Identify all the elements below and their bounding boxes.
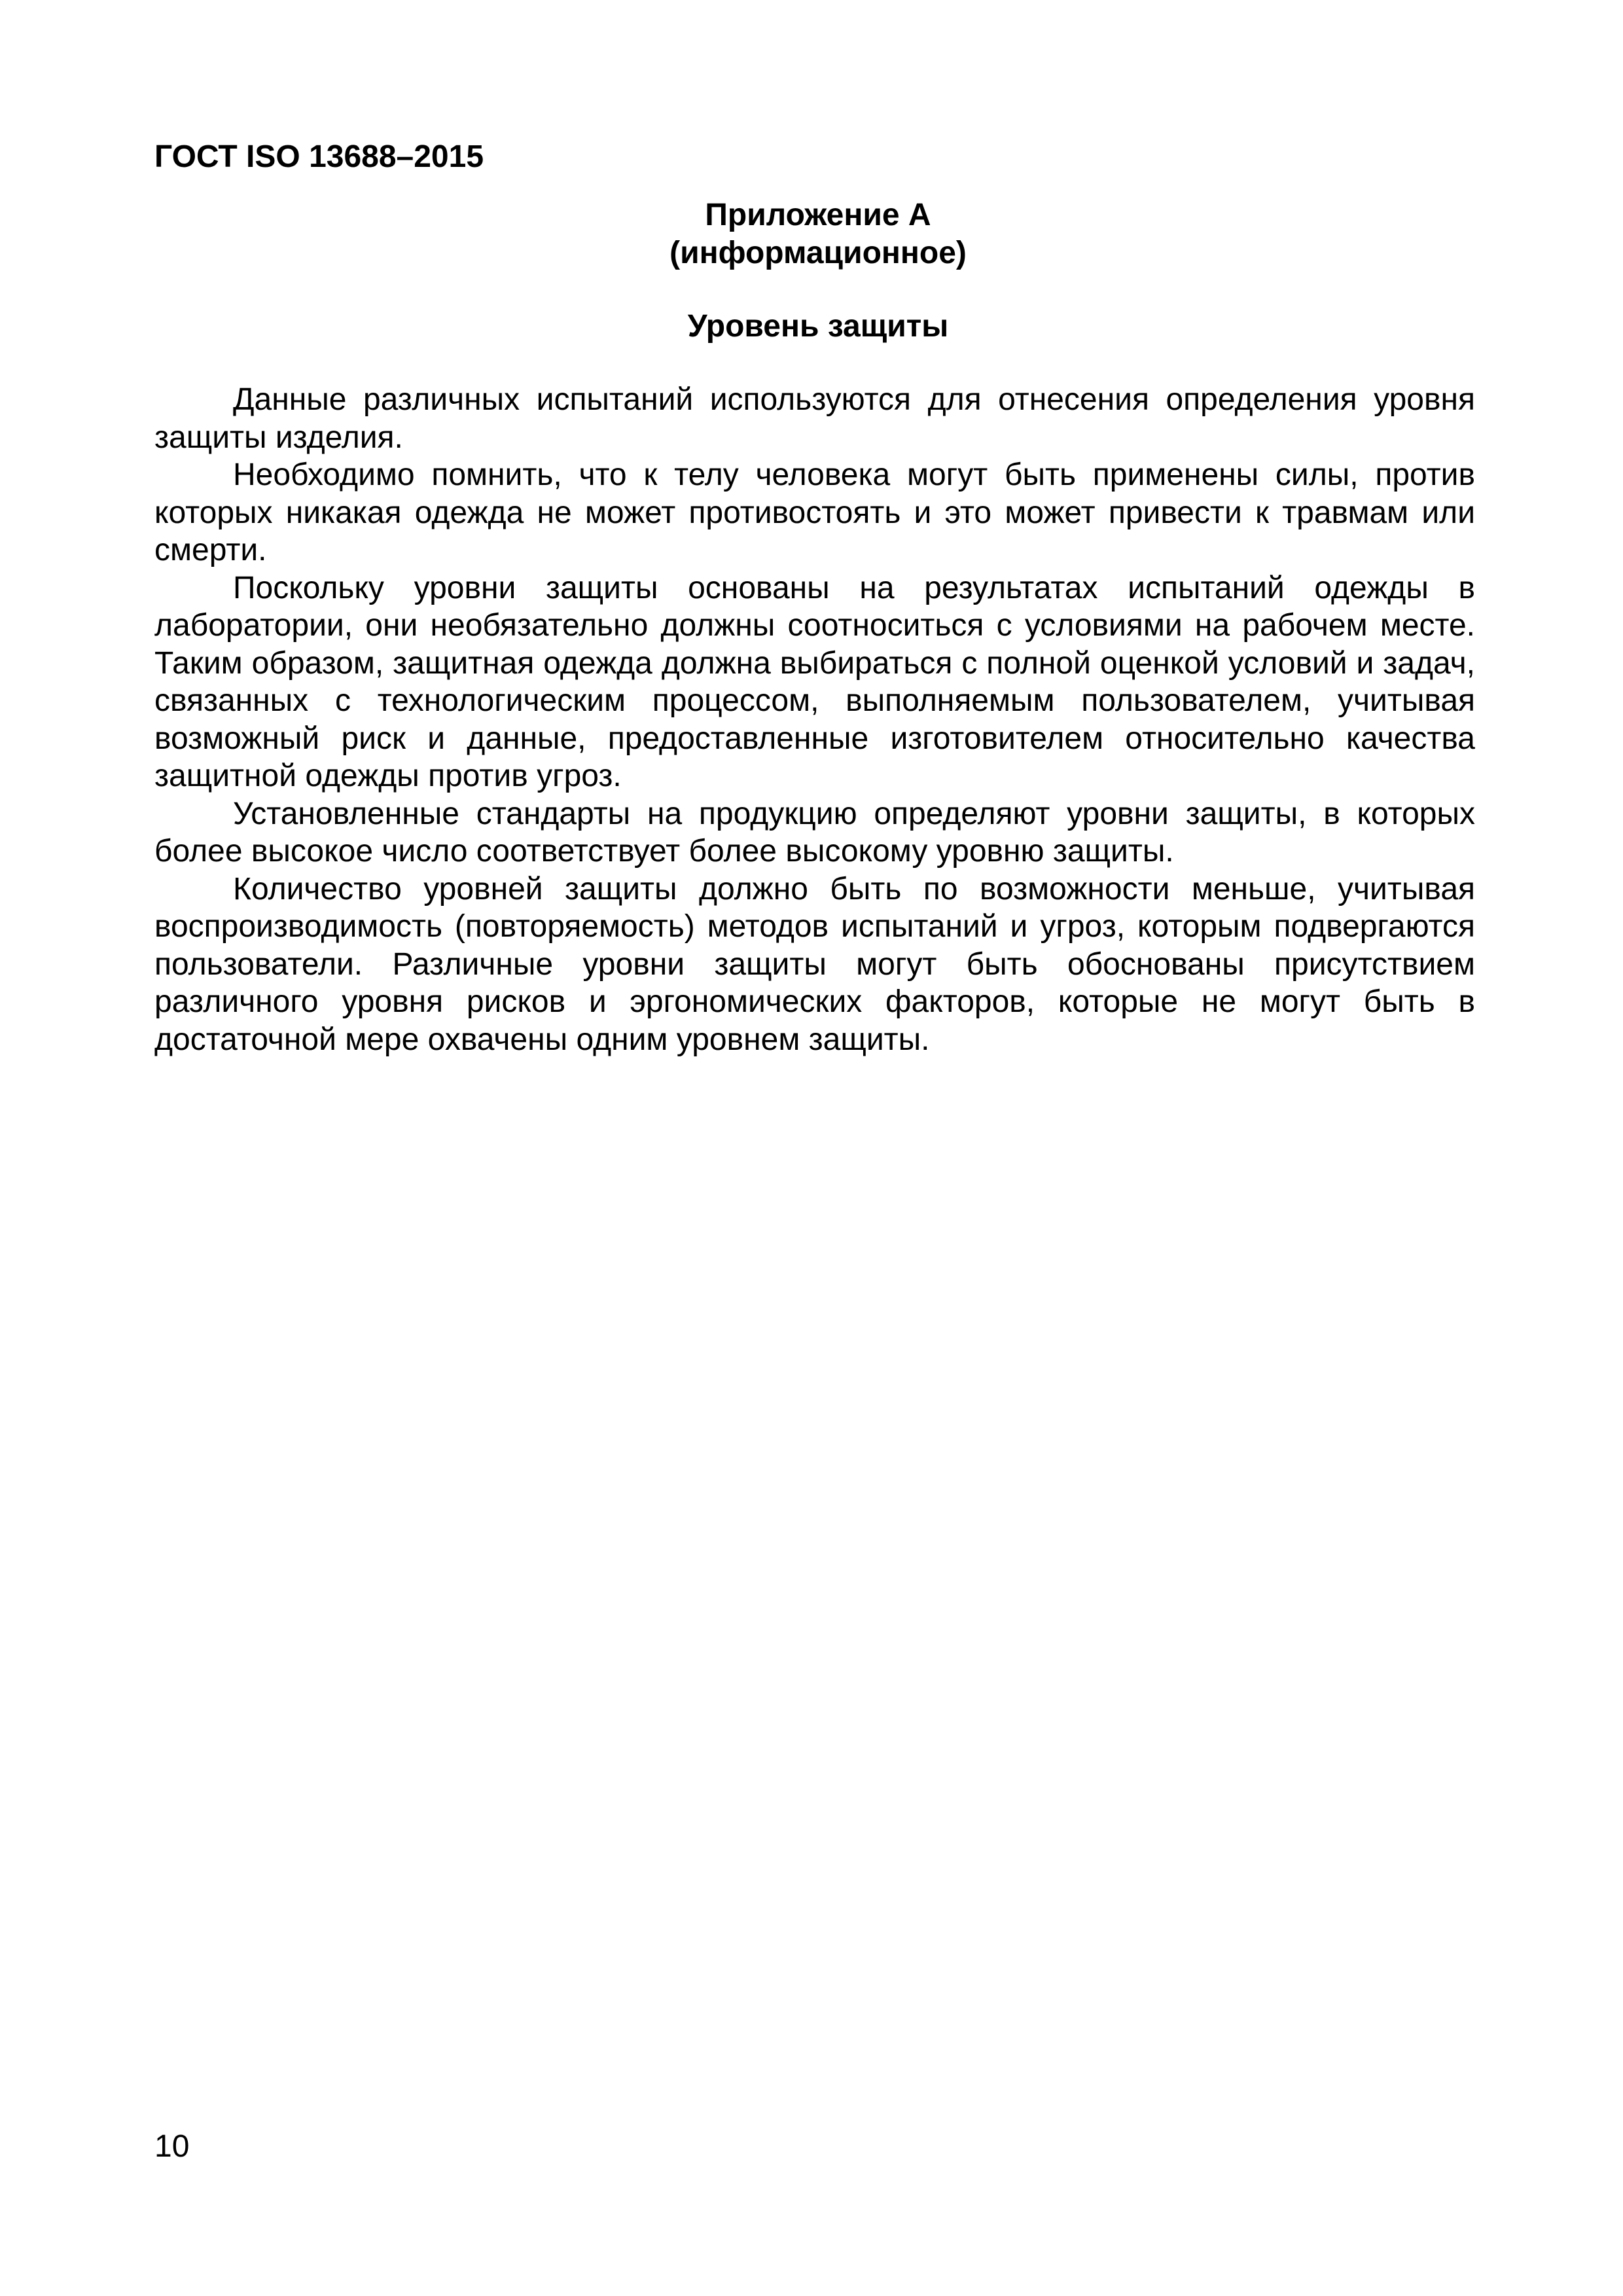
- paragraph-1: Данные различных испытаний используются для отнесения определения уровня защиты изделия.: [154, 382, 1475, 455]
- document-header: ГОСТ ISO 13688–2015: [154, 139, 484, 174]
- paragraph-5: Количество уровней защиты должно быть по возможности меньше, учитывая воспроизводимость (повторяемость) методов испытаний и угроз, которым подвергаются пользователи. Различные уровни защиты могут быть обоснованы присутствием различного уровня рисков и эргономических факторов, которые не могут быть в достаточной мере охвачены одним уровнем защиты.: [154, 871, 1475, 1057]
- annex-heading: [654, 196, 982, 272]
- paragraph-2: Необходимо помнить, что к телу человека могут быть применены силы, против которых никакая одежда не может противостоять и это может привести к травмам или смерти.: [154, 457, 1475, 567]
- page-number: 10: [154, 2129, 190, 2164]
- annex-title: Приложение А: [705, 198, 931, 232]
- section-title: Уровень защиты: [687, 309, 949, 344]
- annex-type: (информационное): [669, 236, 967, 270]
- body-text: [154, 381, 1475, 1058]
- paragraph-4: Установленные стандарты на продукцию определяют уровни защиты, в которых более высокое число соответствует более высокому уровню защиты.: [154, 796, 1475, 869]
- paragraph-3: Поскольку уровни защиты основаны на результатах испытаний одежды в лаборатории, они необязательно должны соотноситься с условиями на рабочем месте. Таким образом, защитная одежда должна выбираться с полной оценкой условий и задач, связанных с технологическим процессом, выполняемым пользователем, учитывая возможный риск и данные, предоставленные изготовителем относительно качества защитной одежды против угроз.: [154, 570, 1475, 793]
